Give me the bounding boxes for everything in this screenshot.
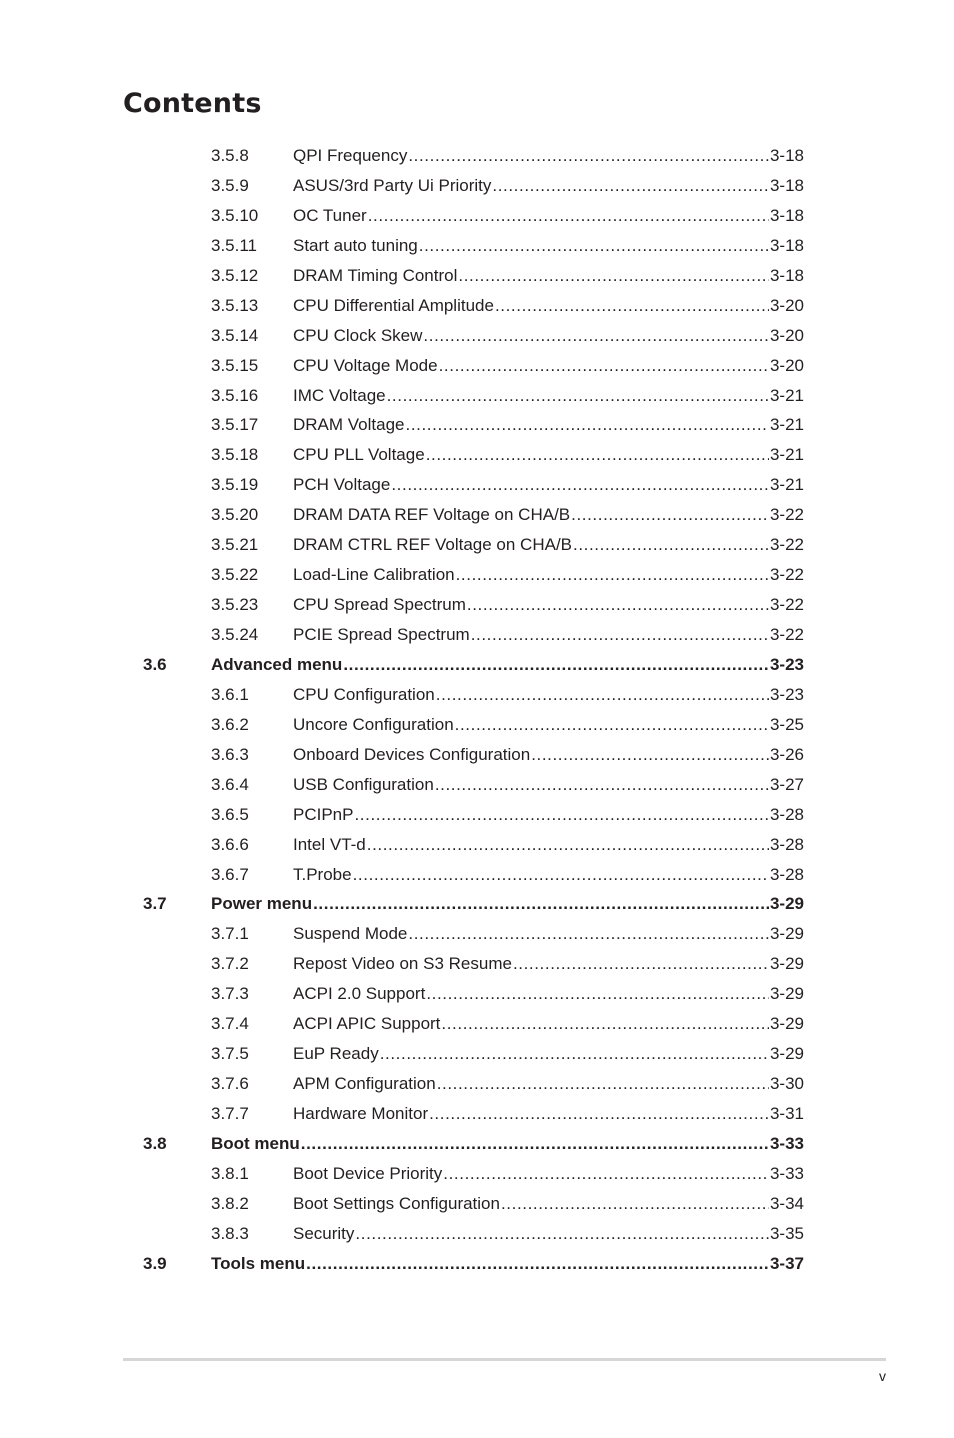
toc-subsection-entry[interactable] [0, 680, 954, 710]
toc-entry-title: DRAM CTRL REF Voltage on CHA/B [293, 535, 573, 555]
page-title: Contents [123, 88, 262, 119]
toc-entry-number: 3.5.24 [211, 625, 259, 644]
toc-entry-page: 3-29 [769, 984, 804, 1004]
toc-entry-page: 3-26 [769, 744, 804, 764]
toc-dot-leader [367, 830, 769, 860]
toc-entry-number: 3.5.20 [211, 505, 259, 525]
toc-entry-title: ACPI APIC Support [293, 1014, 441, 1034]
toc-entry-number: 3.6.3 [211, 744, 249, 764]
toc-subsection-entry[interactable] [0, 291, 954, 321]
toc-dot-leader [353, 860, 769, 890]
toc-entry-line [293, 141, 804, 171]
toc-entry-title: IMC Voltage [293, 385, 386, 405]
toc-entry-line [293, 1189, 804, 1219]
toc-entry-line [293, 590, 804, 620]
toc-entry-line [293, 770, 804, 800]
toc-entry-page: 3-25 [769, 714, 804, 734]
toc-subsection-entry[interactable] [0, 620, 954, 650]
toc-subsection-entry[interactable] [0, 710, 954, 740]
toc-subsection-entry[interactable] [0, 800, 954, 830]
toc-entry-number: 3.5.8 [211, 146, 249, 165]
toc-entry-title: T.Probe [293, 864, 352, 884]
toc-dot-leader [343, 650, 769, 680]
toc-entry-page: 3-30 [769, 1074, 804, 1094]
toc-entry-title: PCH Voltage [293, 475, 391, 495]
toc-entry-number: 3.5.9 [211, 175, 249, 195]
toc-subsection-entry[interactable] [0, 1039, 954, 1069]
toc-subsection-entry[interactable] [0, 1219, 954, 1249]
toc-dot-leader [571, 500, 769, 530]
toc-entry-title: Boot Device Priority [293, 1163, 443, 1183]
toc-entry-line [293, 1009, 804, 1039]
toc-section-entry[interactable] [0, 1129, 954, 1159]
toc-entry-title: Hardware Monitor [293, 1104, 429, 1123]
toc-entry-line [293, 1039, 804, 1069]
toc-entry-number: 3.7.7 [211, 1104, 249, 1123]
toc-dot-leader [435, 770, 769, 800]
toc-entry-title: DRAM DATA REF Voltage on CHA/B [293, 505, 571, 525]
toc-entry-line [293, 321, 804, 351]
toc-entry-page: 3-18 [769, 205, 804, 225]
toc-subsection-entry[interactable] [0, 500, 954, 530]
toc-subsection-entry[interactable] [0, 530, 954, 560]
toc-dot-leader [387, 381, 769, 411]
toc-entry-title: Boot menu [211, 1133, 300, 1153]
toc-entry-number: 3.5.23 [211, 595, 259, 615]
toc-entry-line [293, 680, 804, 710]
toc-entry-number: 3.5.18 [211, 445, 259, 465]
toc-entry-page: 3-23 [769, 684, 804, 704]
toc-entry-number: 3.5.10 [211, 205, 259, 225]
toc-entry-page: 3-20 [769, 355, 804, 375]
toc-subsection-entry[interactable] [0, 1099, 954, 1129]
toc-subsection-entry[interactable] [0, 590, 954, 620]
toc-entry-number: 3.6.5 [211, 804, 249, 824]
toc-entry-line [293, 231, 804, 261]
toc-dot-leader [306, 1249, 769, 1279]
toc-subsection-entry[interactable] [0, 740, 954, 770]
toc-dot-leader [458, 261, 769, 291]
toc-entry-title: Repost Video on S3 Resume [293, 954, 512, 974]
toc-dot-leader [380, 1039, 769, 1069]
toc-entry-line [211, 1129, 804, 1159]
toc-entry-line [293, 1099, 804, 1129]
toc-subsection-entry[interactable] [0, 321, 954, 351]
toc-entry-number: 3.6.4 [211, 774, 249, 794]
toc-subsection-entry[interactable] [0, 261, 954, 291]
toc-entry-title: APM Configuration [293, 1074, 436, 1094]
toc-entry-page: 3-29 [769, 894, 804, 914]
toc-entry-page: 3-28 [769, 834, 804, 854]
toc-entry-page: 3-28 [769, 804, 804, 824]
toc-dot-leader [455, 710, 769, 740]
toc-entry-page: 3-21 [769, 385, 804, 405]
toc-entry-number: 3.7.6 [211, 1074, 249, 1094]
toc-entry-title: ACPI 2.0 Support [293, 984, 426, 1004]
toc-entry-line [293, 949, 804, 979]
toc-subsection-entry[interactable] [0, 440, 954, 470]
toc-dot-leader [443, 1159, 769, 1189]
toc-subsection-entry[interactable] [0, 171, 954, 201]
toc-entry-line [211, 650, 804, 680]
toc-entry-page: 3-18 [769, 146, 804, 165]
toc-entry-title: Advanced menu [211, 654, 343, 674]
toc-entry-line [293, 500, 804, 530]
toc-entry-title: EuP Ready [293, 1044, 379, 1064]
toc-entry-line [293, 830, 804, 860]
toc-entry-number: 3.7.2 [211, 954, 249, 974]
toc-section-entry[interactable] [0, 1249, 954, 1279]
toc-entry-number: 3.7.3 [211, 984, 249, 1004]
toc-entry-number: 3.6.2 [211, 714, 249, 734]
toc-entry-line [293, 710, 804, 740]
toc-entry-page: 3-28 [769, 864, 804, 884]
toc-entry-page: 3-18 [769, 265, 804, 285]
toc-subsection-entry[interactable] [0, 141, 954, 171]
toc-subsection-entry[interactable] [0, 1159, 954, 1189]
toc-entry-title: Power menu [211, 894, 313, 914]
toc-entry-line [293, 291, 804, 321]
toc-entry-number: 3.7.1 [211, 924, 249, 944]
toc-entry-page: 3-20 [769, 325, 804, 345]
toc-entry-title: PCIE Spread Spectrum [293, 625, 470, 644]
toc-dot-leader [439, 351, 769, 381]
toc-entry-number: 3.6 [143, 654, 167, 674]
toc-entry-title: Tools menu [211, 1253, 306, 1273]
toc-subsection-entry[interactable] [0, 1069, 954, 1099]
footer-divider [123, 1358, 886, 1361]
toc-entry-title: QPI Frequency [293, 146, 408, 165]
toc-dot-leader [426, 979, 769, 1009]
toc-entry-title: Security [293, 1223, 355, 1243]
toc-entry-title: CPU Clock Skew [293, 325, 423, 345]
toc-subsection-entry[interactable] [0, 830, 954, 860]
toc-dot-leader [408, 919, 769, 949]
toc-entry-line [293, 530, 804, 560]
toc-entry-line [293, 470, 804, 500]
toc-subsection-entry[interactable] [0, 860, 954, 890]
toc-entry-line [293, 171, 804, 201]
toc-entry-page: 3-22 [769, 535, 804, 555]
toc-entry-number: 3.5.13 [211, 295, 259, 315]
toc-entry-line [293, 979, 804, 1009]
toc-entry-page: 3-20 [769, 295, 804, 315]
page-number: v [879, 1368, 886, 1384]
toc-dot-leader [573, 530, 769, 560]
toc-subsection-entry[interactable] [0, 770, 954, 800]
toc-subsection-entry[interactable] [0, 560, 954, 590]
toc-entry-line [293, 201, 804, 231]
toc-entry-number: 3.8.3 [211, 1223, 249, 1243]
toc-entry-title: CPU Spread Spectrum [293, 595, 466, 615]
toc-dot-leader [355, 1219, 769, 1249]
toc-entry-title: Onboard Devices Configuration [293, 744, 531, 764]
toc-entry-number: 3.5.12 [211, 265, 259, 285]
toc-dot-leader [429, 1099, 769, 1129]
toc-dot-leader [437, 1069, 769, 1099]
toc-entry-line [293, 919, 804, 949]
toc-entry-title: CPU PLL Voltage [293, 445, 425, 465]
toc-entry-page: 3-21 [769, 475, 804, 495]
toc-dot-leader [426, 440, 769, 470]
toc-entry-page: 3-34 [769, 1193, 804, 1213]
toc-dot-leader [495, 291, 769, 321]
toc-entry-page: 3-23 [769, 654, 804, 674]
toc-entry-line [293, 410, 804, 440]
toc-subsection-entry[interactable] [0, 1189, 954, 1219]
toc-subsection-entry[interactable] [0, 979, 954, 1009]
toc-entry-page: 3-22 [769, 565, 804, 585]
toc-entry-number: 3.5.15 [211, 355, 259, 375]
toc-entry-line [293, 800, 804, 830]
toc-entry-number: 3.5.21 [211, 535, 259, 555]
toc-dot-leader [456, 560, 769, 590]
toc-entry-title: PCIPnP [293, 804, 354, 824]
toc-entry-page: 3-29 [769, 924, 804, 944]
toc-entry-page: 3-21 [769, 445, 804, 465]
toc-dot-leader [441, 1009, 769, 1039]
toc-entry-page: 3-27 [769, 774, 804, 794]
toc-entry-line [293, 1159, 804, 1189]
toc-entry-page: 3-33 [769, 1133, 804, 1153]
toc-entry-line [293, 351, 804, 381]
toc-entry-number: 3.7.5 [211, 1044, 249, 1064]
toc-entry-title: Start auto tuning [293, 235, 418, 255]
toc-entry-title: Intel VT-d [293, 834, 366, 854]
toc-entry-page: 3-29 [769, 954, 804, 974]
toc-entry-title: Load-Line Calibration [293, 565, 455, 585]
toc-dot-leader [313, 889, 769, 919]
toc-entry-page: 3-33 [769, 1163, 804, 1183]
toc-entry-number: 3.5.22 [211, 565, 259, 585]
toc-entry-title: ASUS/3rd Party Ui Priority [293, 175, 492, 195]
toc-entry-line [211, 889, 804, 919]
toc-entry-line [293, 860, 804, 890]
toc-dot-leader [436, 680, 769, 710]
toc-entry-page: 3-21 [769, 415, 804, 435]
toc-dot-leader [513, 949, 769, 979]
toc-entry-title: DRAM Timing Control [293, 265, 458, 285]
toc-entry-number: 3.5.11 [211, 235, 258, 255]
toc-entry-page: 3-18 [769, 235, 804, 255]
toc-subsection-entry[interactable] [0, 1009, 954, 1039]
toc-entry-number: 3.5.16 [211, 385, 259, 405]
toc-dot-leader [406, 410, 769, 440]
toc-dot-leader [467, 590, 769, 620]
toc-entry-title: Boot Settings Configuration [293, 1193, 500, 1213]
toc-entry-title: DRAM Voltage [293, 415, 405, 435]
toc-entry-line [293, 261, 804, 291]
toc-entry-number: 3.8 [143, 1133, 167, 1153]
toc-entry-number: 3.7 [143, 894, 167, 914]
toc-dot-leader [408, 141, 769, 171]
toc-dot-leader [471, 620, 769, 650]
toc-dot-leader [354, 800, 768, 830]
toc-entry-number: 3.6.1 [211, 684, 249, 704]
toc-subsection-entry[interactable] [0, 351, 954, 381]
toc-entry-page: 3-29 [769, 1044, 804, 1064]
toc-section-entry[interactable] [0, 650, 954, 680]
toc-entry-page: 3-35 [769, 1223, 804, 1243]
toc-entry-line [293, 740, 804, 770]
toc-entry-page: 3-31 [769, 1104, 804, 1123]
toc-entry-line [293, 440, 804, 470]
toc-entry-line [211, 1249, 804, 1279]
toc-entry-page: 3-22 [769, 595, 804, 615]
toc-subsection-entry[interactable] [0, 201, 954, 231]
toc-entry-line [293, 1219, 804, 1249]
toc-dot-leader [391, 470, 769, 500]
toc-dot-leader [423, 321, 769, 351]
toc-entry-line [293, 381, 804, 411]
toc-dot-leader [531, 740, 769, 770]
toc-dot-leader [368, 201, 769, 231]
table-of-contents [0, 141, 954, 1279]
toc-subsection-entry[interactable] [0, 919, 954, 949]
toc-dot-leader [501, 1189, 769, 1219]
toc-entry-number: 3.8.1 [211, 1163, 249, 1183]
toc-dot-leader [301, 1129, 769, 1159]
toc-entry-number: 3.6.6 [211, 834, 249, 854]
toc-entry-page: 3-29 [769, 1014, 804, 1034]
toc-entry-line [293, 1069, 804, 1099]
toc-entry-number: 3.6.7 [211, 864, 249, 884]
toc-entry-number: 3.5.14 [211, 325, 259, 345]
toc-entry-number: 3.7.4 [211, 1014, 249, 1034]
toc-entry-title: USB Configuration [293, 774, 434, 794]
toc-entry-title: Uncore Configuration [293, 714, 454, 734]
toc-entry-number: 3.9 [143, 1253, 167, 1273]
toc-entry-line [293, 560, 804, 590]
toc-entry-line [293, 620, 804, 650]
toc-entry-number: 3.8.2 [211, 1193, 249, 1213]
toc-section-entry[interactable] [0, 889, 954, 919]
toc-entry-title: OC Tuner [293, 205, 367, 225]
toc-entry-title: CPU Configuration [293, 684, 435, 704]
toc-entry-title: Suspend Mode [293, 924, 408, 944]
toc-subsection-entry[interactable] [0, 410, 954, 440]
toc-dot-leader [419, 231, 769, 261]
toc-entry-page: 3-22 [769, 505, 804, 525]
toc-entry-title: CPU Differential Amplitude [293, 295, 494, 315]
toc-dot-leader [492, 171, 769, 201]
toc-entry-title: CPU Voltage Mode [293, 355, 438, 375]
toc-entry-number: 3.5.19 [211, 475, 259, 495]
toc-entry-page: 3-37 [769, 1253, 804, 1273]
toc-subsection-entry[interactable] [0, 949, 954, 979]
toc-subsection-entry[interactable] [0, 231, 954, 261]
toc-entry-number: 3.5.17 [211, 415, 259, 435]
toc-subsection-entry[interactable] [0, 470, 954, 500]
toc-subsection-entry[interactable] [0, 381, 954, 411]
toc-entry-page: 3-22 [769, 625, 804, 644]
toc-entry-page: 3-18 [769, 175, 804, 195]
